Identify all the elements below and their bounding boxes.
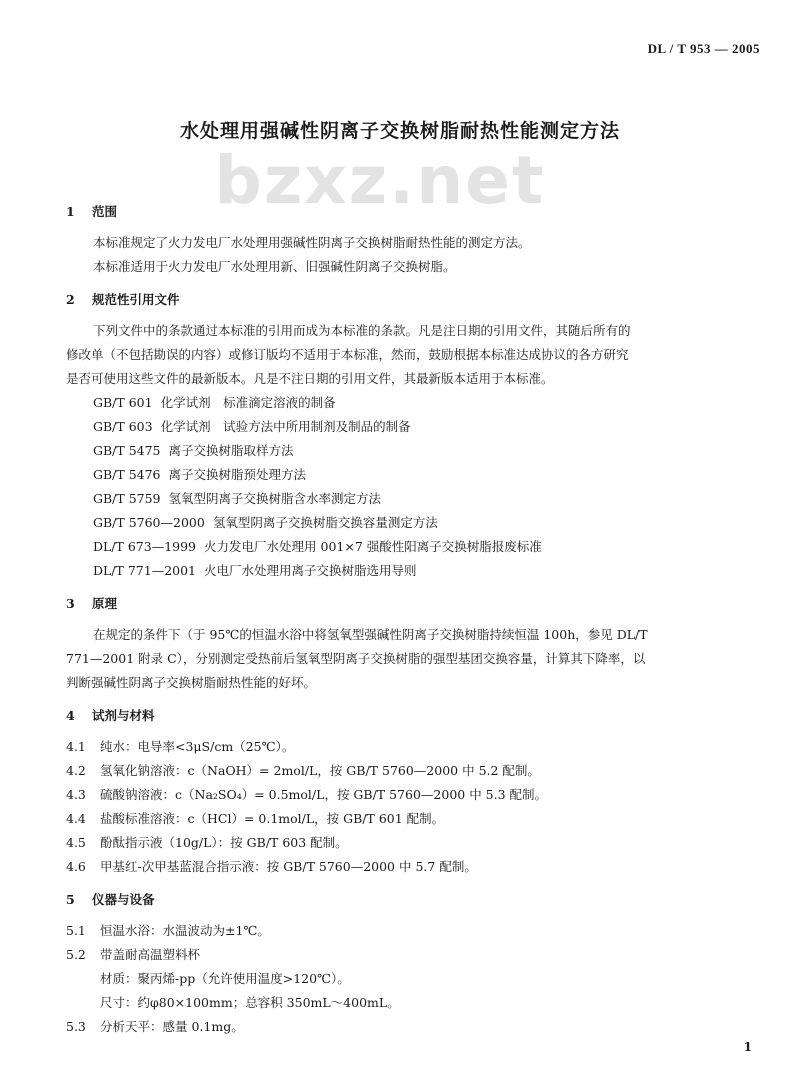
clause-item: [66, 763, 540, 779]
clause-item: [66, 811, 444, 827]
section-heading-5: [66, 892, 155, 908]
reference-code: GB/T 601: [93, 395, 153, 410]
clause-text: 带盖耐高温塑料杯: [100, 947, 201, 962]
clause-item: [66, 923, 270, 939]
reference-title: 化学试剂 标准滴定溶液的制备: [160, 395, 336, 410]
reference-code: DL/T 771—2001: [93, 563, 197, 578]
reference-title: 火力发电厂水处理用 001×7 强酸性阳离子交换树脂报废标准: [204, 539, 542, 554]
clause-text: 甲基红-次甲基蓝混合指示液：按 GB/T 5760—2000 中 5.7 配制。: [100, 859, 477, 874]
reference-title: 氢氧型阴离子交换树脂交换容量测定方法: [212, 515, 438, 530]
paragraph-line: 是否可使用这些文件的最新版本。凡是不注日期的引用文件，其最新版本适用于本标准。: [66, 371, 554, 386]
section-number: 3: [66, 596, 75, 611]
clause-number: 5.3: [66, 1019, 86, 1034]
clause-number: 4.3: [66, 787, 86, 802]
document-title: 水处理用强碱性阴离子交换树脂耐热性能测定方法: [179, 120, 620, 142]
clause-text: 恒温水浴：水温波动为±1℃。: [100, 923, 270, 938]
reference-code: GB/T 5476: [93, 467, 161, 482]
clause-number: 4.6: [66, 859, 86, 874]
clause-text: 分析天平：感量 0.1mg。: [100, 1019, 244, 1034]
clause-text: 酚酞指示液（10g/L）：按 GB/T 603 配制。: [100, 835, 348, 850]
reference-code: GB/T 5760—2000: [93, 515, 205, 530]
reference-code: GB/T 603: [93, 419, 153, 434]
section-title: 原理: [92, 596, 118, 611]
clause-item: [66, 1019, 244, 1035]
section-title: 规范性引用文件: [92, 292, 180, 307]
section-heading-2: [66, 292, 180, 308]
reference-item: [93, 539, 542, 555]
page-number: 1: [743, 1040, 752, 1054]
clause-subline: 材质：聚丙烯-pp（允许使用温度>120℃）。: [100, 971, 350, 986]
clause-item: [66, 859, 477, 875]
section-heading-4: [66, 708, 155, 724]
section-title: 仪器与设备: [92, 892, 155, 907]
section-title: 范围: [92, 204, 118, 219]
clause-number: 4.5: [66, 835, 86, 850]
section-number: 1: [66, 204, 75, 219]
reference-code: DL/T 673—1999: [93, 539, 197, 554]
paragraph-line: 修改单（不包括勘误的内容）或修订版均不适用于本标准，然而，鼓励根据本标准达成协议的各方研究: [66, 347, 629, 362]
reference-code: GB/T 5475: [93, 443, 161, 458]
clause-subline: 尺寸：约φ80×100mm；总容积 350mL～400mL。: [100, 995, 400, 1010]
reference-item: [93, 395, 336, 411]
section-number: 5: [66, 892, 75, 907]
clause-item: [66, 947, 200, 963]
clause-item: [66, 787, 547, 803]
reference-item: [93, 491, 381, 507]
clause-item: [66, 739, 294, 755]
clause-number: 4.4: [66, 811, 86, 826]
clause-text: 硫酸钠溶液：c（Na₂SO₄）= 0.5mol/L，按 GB/T 5760—2000 中 5.3 配制。: [100, 787, 548, 802]
reference-item: [93, 419, 411, 435]
reference-title: 氢氧型阴离子交换树脂含水率测定方法: [168, 491, 382, 506]
paragraph-line: 本标准规定了火力发电厂水处理用强碱性阴离子交换树脂耐热性能的测定方法。: [93, 235, 531, 250]
paragraph-line: 本标准适用于火力发电厂水处理用新、旧强碱性阴离子交换树脂。: [93, 259, 456, 274]
watermark: bzxz.net: [214, 142, 546, 219]
section-number: 2: [66, 292, 75, 307]
reference-title: 离子交换树脂预处理方法: [168, 467, 307, 482]
clause-number: 4.1: [66, 739, 86, 754]
paragraph-line: 判断强碱性阴离子交换树脂耐热性能的好坏。: [66, 675, 317, 690]
reference-title: 化学试剂 试验方法中所用制剂及制品的制备: [160, 419, 411, 434]
clause-text: 纯水：电导率<3μS/cm（25℃）。: [100, 739, 295, 754]
clause-number: 4.2: [66, 763, 86, 778]
standard-code: DL / T 953 — 2005: [647, 41, 760, 56]
reference-code: GB/T 5759: [93, 491, 161, 506]
section-number: 4: [66, 708, 75, 723]
reference-item: [93, 563, 417, 579]
section-heading-3: [66, 596, 117, 612]
reference-title: 火电厂水处理用离子交换树脂选用导则: [204, 563, 417, 578]
section-title: 试剂与材料: [92, 708, 155, 723]
paragraph-line: 下列文件中的条款通过本标准的引用而成为本标准的条款。凡是注日期的引用文件，其随后所有的: [93, 323, 631, 338]
reference-item: [93, 467, 306, 483]
reference-title: 离子交换树脂取样方法: [168, 443, 294, 458]
clause-text: 盐酸标准溶液：c（HCl）= 0.1mol/L，按 GB/T 601 配制。: [100, 811, 445, 826]
clause-number: 5.2: [66, 947, 86, 962]
clause-item: [66, 835, 348, 851]
clause-text: 氢氧化钠溶液：c（NaOH）= 2mol/L，按 GB/T 5760—2000 中 5.2 配制。: [100, 763, 540, 778]
clause-number: 5.1: [66, 923, 86, 938]
paragraph-line: 在规定的条件下（于 95℃的恒温水浴中将氢氧型强碱性阴离子交换树脂持续恒温 100h，参见 DL/T: [93, 627, 648, 642]
reference-item: [93, 443, 294, 459]
reference-item: [93, 515, 438, 531]
section-heading-1: [66, 204, 117, 220]
paragraph-line: 771—2001 附录 C），分别测定受热前后氢氧型阴离子交换树脂的强型基团交换容量，计算其下降率，以: [66, 651, 646, 666]
